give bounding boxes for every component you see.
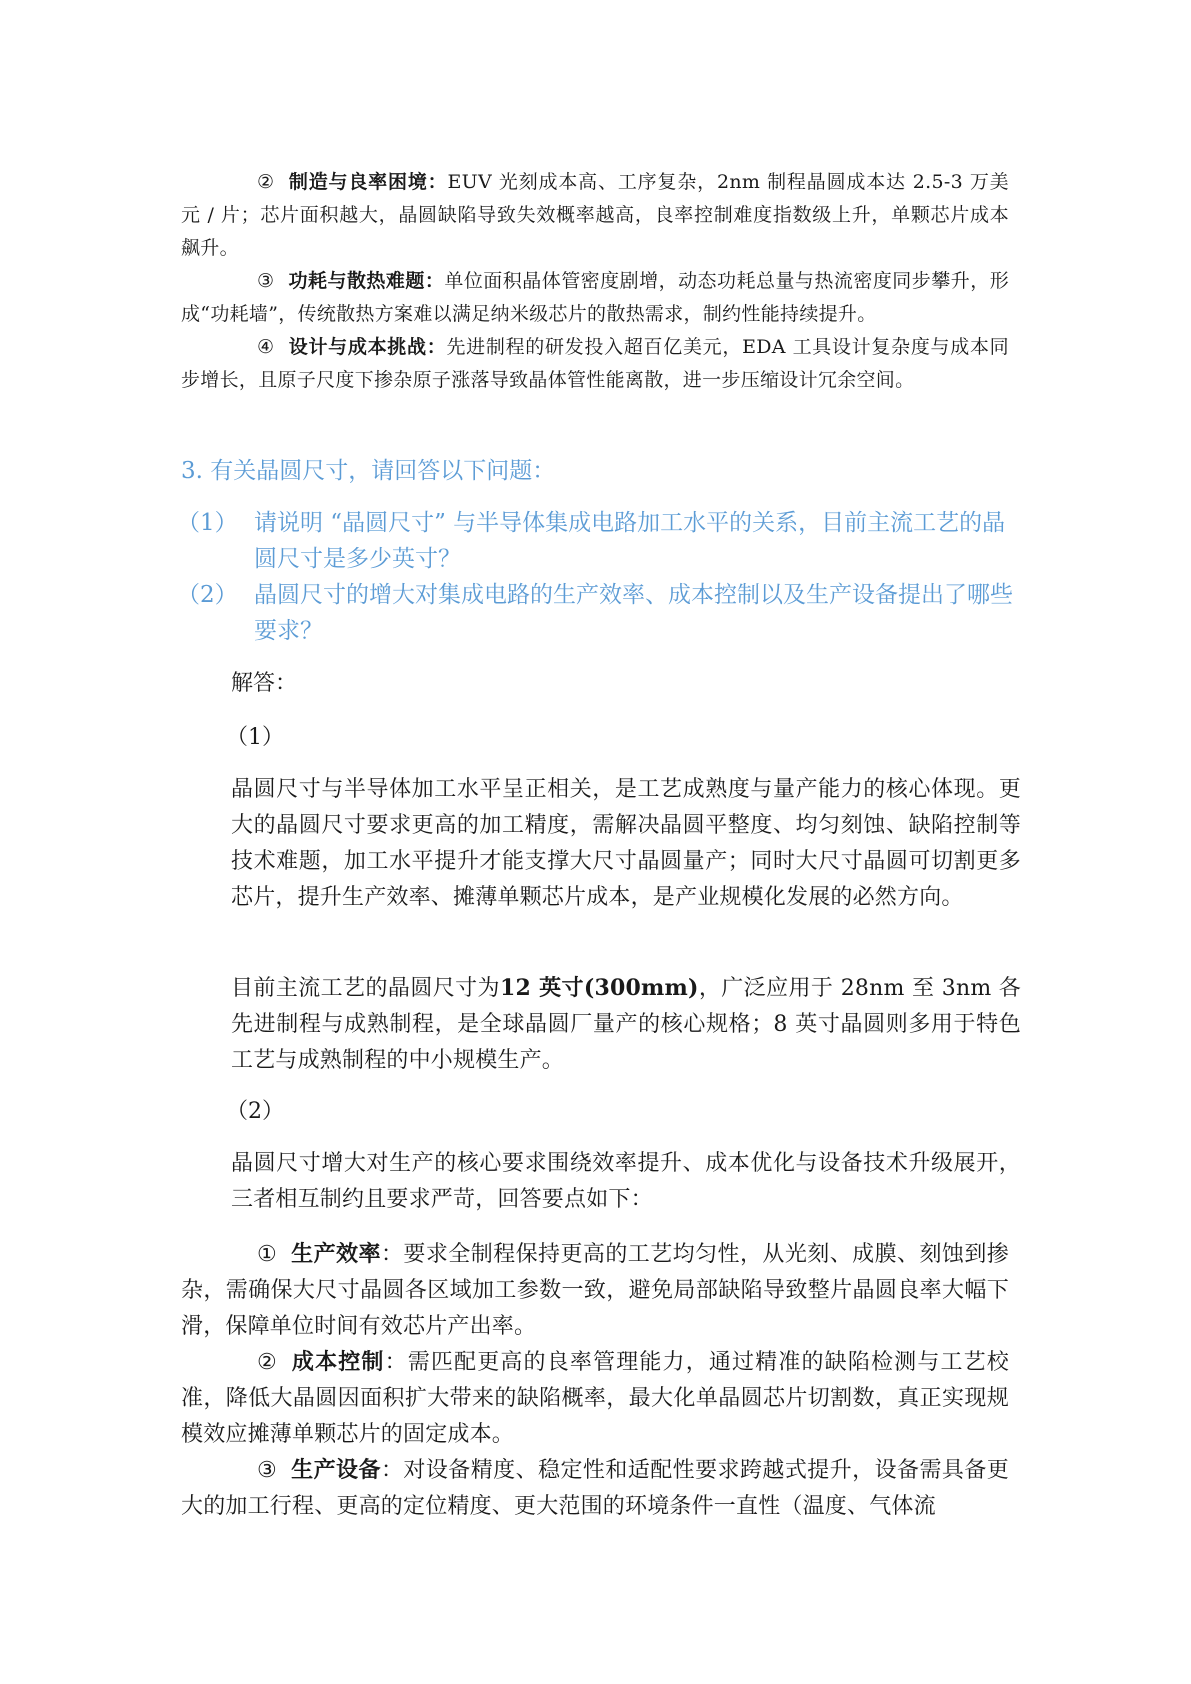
answer-part1-label: （1） xyxy=(226,725,284,750)
item-2 xyxy=(181,166,1009,265)
question-3-sub2-label: （2） xyxy=(177,582,238,608)
question-3-sub1-text: 请说明 “晶圆尺寸” 与半导体集成电路加工水平的关系，目前主流工艺的晶圆尺寸是多少英寸？ xyxy=(254,510,1006,572)
requirement-1-text: 要求全制程保持更高的工艺均匀性，从光刻、成膜、刻蚀到掺杂，需确保大尺寸晶圆各区域加工参数一致，避免局部缺陷导致整片晶圆良率大幅下滑，保障单位时间有效芯片产出率。 xyxy=(181,1242,1010,1339)
requirement-2-text: 需匹配更高的良率管理能力，通过精准的缺陷检测与工艺校准，降低大晶圆因面积扩大带来的缺陷概率，最大化单晶圆芯片切割数，真正实现规模效应摊薄单颗芯片的固定成本。 xyxy=(181,1350,1010,1447)
answer-requirement-2 xyxy=(181,1344,1009,1453)
requirement-2-number: ② xyxy=(257,1350,277,1375)
answer-part1-paragraph-b xyxy=(231,970,1021,1079)
item-4-text: 先进制程的研发投入超百亿美元，EDA 工具设计复杂度与成本同步增长，且原子尺度下掺杂原子涨落导致晶体管性能离散，进一步压缩设计冗余空间。 xyxy=(181,336,1009,391)
question-3-title: 3. 有关晶圆尺寸，请回答以下问题： xyxy=(181,458,556,484)
answer-part1-paragraph-a: 晶圆尺寸与半导体加工水平呈正相关，是工艺成熟度与量产能力的核心体现。更大的晶圆尺寸要求更高的加工精度，需解决晶圆平整度、均匀刻蚀、缺陷控制等技术难题，加工水平提升才能支撑大尺寸晶圆量产；同时大尺寸晶圆可切割更多芯片，提升生产效率、摊薄单颗芯片成本，是产业规模化发展的必然方向。 xyxy=(231,777,1021,910)
answer-requirement-1 xyxy=(181,1236,1009,1345)
item-3 xyxy=(181,265,1009,331)
answer-mainstream-size: 12 英寸(300mm) xyxy=(499,975,699,1001)
requirement-1-colon: ： xyxy=(380,1242,404,1267)
item-2-colon: ： xyxy=(427,171,448,193)
answer-part2-intro: 晶圆尺寸增大对生产的核心要求围绕效率提升、成本优化与设备技术升级展开，三者相互制约且要求严苛，回答要点如下： xyxy=(231,1151,1021,1212)
item-3-heading: 功耗与散热难题 xyxy=(288,270,425,292)
answer-part2-label: （2） xyxy=(226,1099,284,1124)
answer-part1-b-rest: ，广泛应用于 28nm 至 3nm 各先进制程与成熟制程，是全球晶圆厂量产的核心规格；8 英寸晶圆则多用于特色工艺与成熟制程的中小规模生产。 xyxy=(231,976,1022,1073)
item-4-number: ④ xyxy=(257,336,275,358)
item-3-colon: ： xyxy=(424,270,445,292)
requirement-1-heading: 生产效率 xyxy=(290,1241,381,1267)
requirement-1-number: ① xyxy=(257,1242,277,1267)
answer-label: 解答： xyxy=(231,671,298,696)
answer-part1-b-lead: 目前主流工艺的晶圆尺寸为 xyxy=(231,976,500,1001)
question-3-sub2-text: 晶圆尺寸的增大对集成电路的生产效率、成本控制以及生产设备提出了哪些要求？ xyxy=(254,582,1013,644)
question-3-sub1-label: （1） xyxy=(177,510,238,536)
requirement-3-number: ③ xyxy=(257,1458,277,1483)
requirement-3-text: 对设备精度、稳定性和适配性要求跨越式提升，设备需具备更大的加工行程、更高的定位精度、更大范围的环境条件一直性（温度、气体流 xyxy=(181,1458,1010,1519)
requirement-2-heading: 成本控制 xyxy=(290,1349,385,1375)
item-4 xyxy=(181,331,1009,397)
answer-requirement-3 xyxy=(181,1452,1009,1525)
requirement-3-heading: 生产设备 xyxy=(290,1457,381,1483)
item-4-colon: ： xyxy=(426,336,447,358)
requirement-2-colon: ： xyxy=(384,1350,408,1375)
item-2-number: ② xyxy=(257,171,275,193)
item-2-heading: 制造与良率困境 xyxy=(288,171,428,193)
item-4-heading: 设计与成本挑战 xyxy=(288,336,427,358)
item-3-text: 单位面积晶体管密度剧增，动态功耗总量与热流密度同步攀升，形成“功耗墙”，传统散热方案难以满足纳米级芯片的散热需求，制约性能持续提升。 xyxy=(181,270,1009,325)
requirement-3-colon: ： xyxy=(380,1458,404,1483)
item-3-number: ③ xyxy=(257,270,275,292)
item-2-text: EUV 光刻成本高、工序复杂，2nm 制程晶圆成本达 2.5-3 万美元 / 片；芯片面积越大，晶圆缺陷导致失效概率越高，良率控制难度指数级上升，单颗芯片成本飙升。 xyxy=(181,171,1009,259)
